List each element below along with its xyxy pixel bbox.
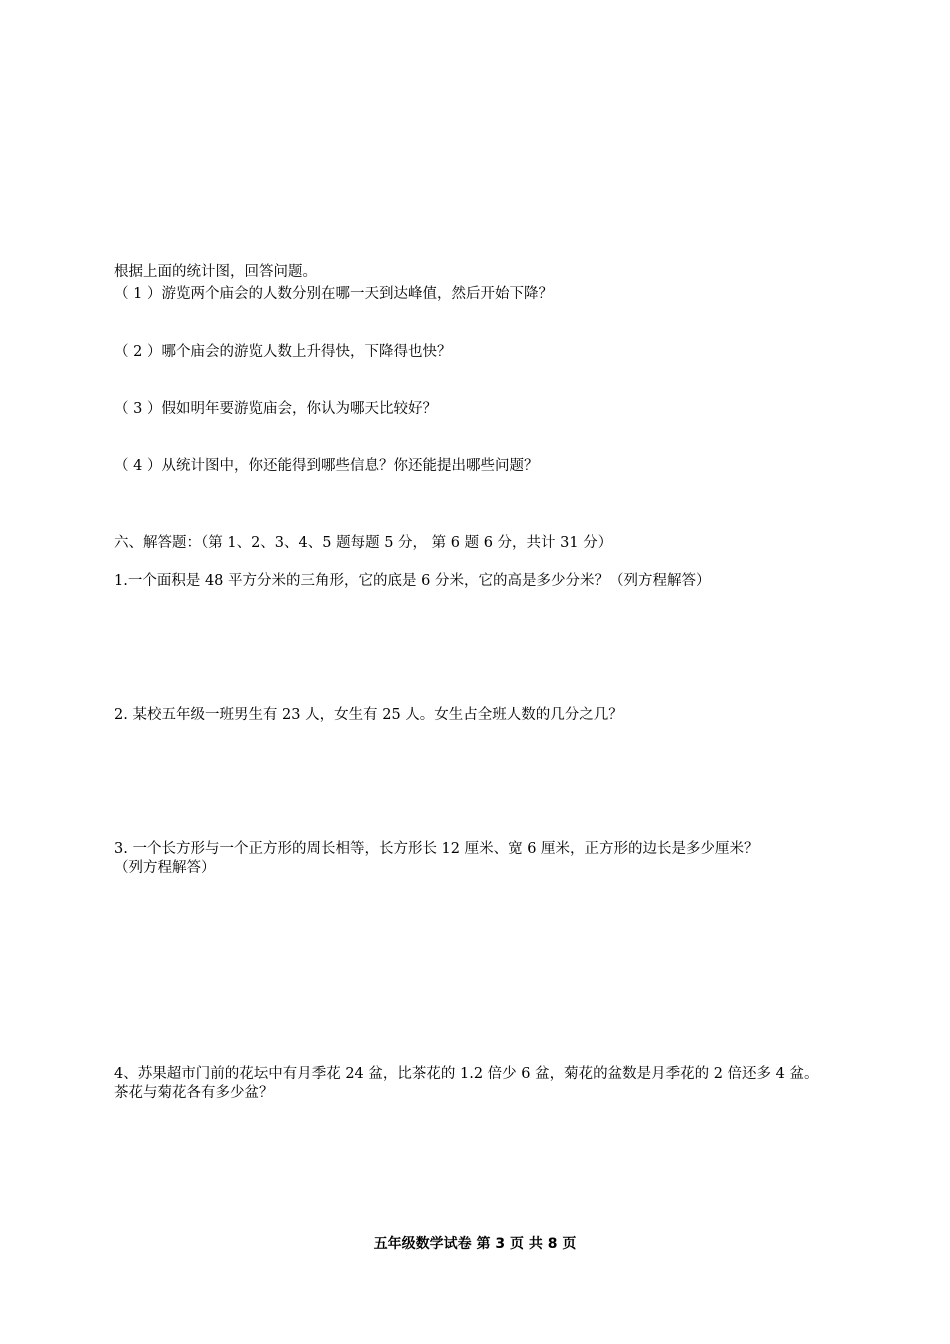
page-footer: 五年级数学试卷 第 3 页 共 8 页 <box>373 1236 577 1252</box>
problem-1: 1.一个面积是 48 平方分米的三角形，它的底是 6 分米，它的高是多少分米？（列方程解答） <box>114 573 711 589</box>
intro-text: 根据上面的统计图，回答问题。 <box>114 264 317 280</box>
problem-4-continued: 茶花与菊花各有多少盆？ <box>114 1085 274 1101</box>
problem-3-continued: （列方程解答） <box>114 860 216 876</box>
question-2: （ 2 ）哪个庙会的游览人数上升得快，下降得也快？ <box>114 344 452 360</box>
problem-3: 3. 一个长方形与一个正方形的周长相等，长方形长 12 厘米、宽 6 厘米，正方形的边长是多少厘米？ <box>114 841 759 857</box>
problem-4: 4、苏果超市门前的花坛中有月季花 24 盆，比茶花的 1.2 倍少 6 盆，菊花的盆数是月季花的 2 倍还多 4 盆。 <box>114 1066 819 1082</box>
problem-2: 2. 某校五年级一班男生有 23 人，女生有 25 人。女生占全班人数的几分之几？ <box>114 707 623 723</box>
question-4: （ 4 ）从统计图中，你还能得到哪些信息？你还能提出哪些问题？ <box>114 458 539 474</box>
question-3: （ 3 ）假如明年要游览庙会，你认为哪天比较好？ <box>114 401 437 417</box>
section-6-title: 六、解答题：（第 1、2、3、4、5 题每题 5 分， 第 6 题 6 分，共计 31 分） <box>114 535 613 551</box>
question-1: （ 1 ）游览两个庙会的人数分别在哪一天到达峰值，然后开始下降？ <box>114 286 553 302</box>
